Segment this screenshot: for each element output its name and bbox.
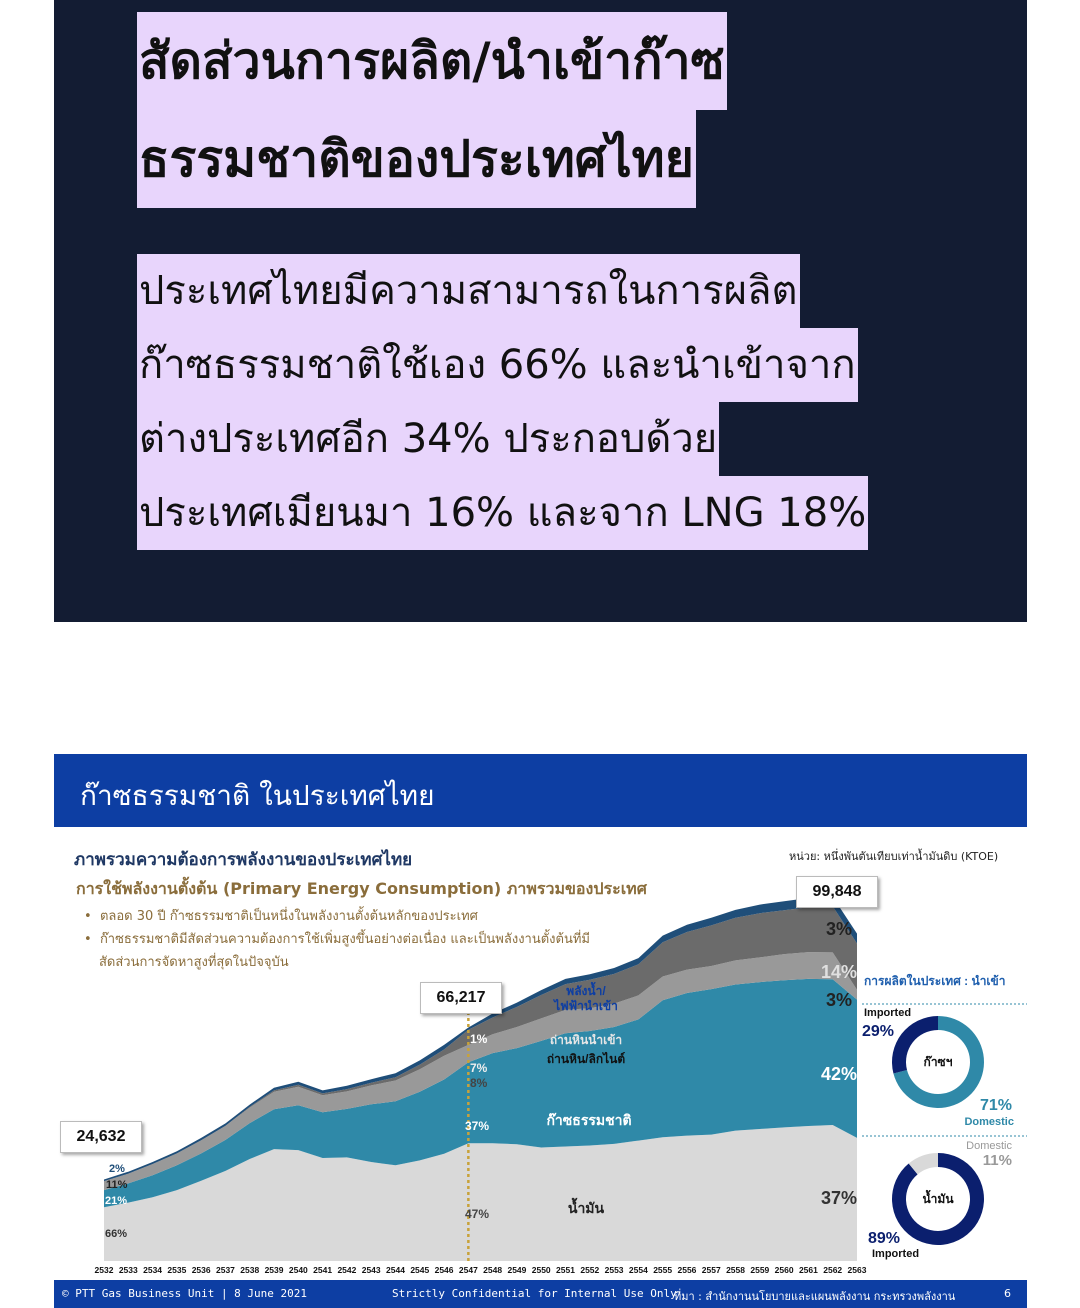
share-2547-coal: 8% <box>470 1076 488 1090</box>
share-2563-coal-import: 14% <box>820 962 857 982</box>
footer-left: © PTT Gas Business Unit | 8 June 2021 <box>62 1287 308 1300</box>
x-tick-label: 2553 <box>604 1265 624 1275</box>
x-tick-label: 2545 <box>410 1265 430 1275</box>
bullet-1-text: ตลอด 30 ปี ก๊าซธรรมชาติเป็นหนึ่งในพลังงานตั้งต้นหลักของประเทศ <box>99 909 478 924</box>
area-label-coal: ถ่านหิน/ลิกไนต์ <box>546 1052 626 1066</box>
x-tick-label: 2562 <box>823 1265 843 1275</box>
hero-body-line-4: ประเทศเมียนมา 16% และจาก LNG 18% <box>137 476 868 550</box>
x-tick-label: 2544 <box>386 1265 405 1275</box>
oil-donut <box>892 1153 984 1245</box>
x-tick-label: 2533 <box>118 1265 138 1275</box>
x-tick-label: 2554 <box>628 1265 648 1275</box>
share-2563-coal: 3% <box>825 990 852 1010</box>
gas-donut-center-label: ก๊าซฯ <box>923 1055 953 1069</box>
area-label-hydro: พลังน้ำ/ <box>566 984 606 998</box>
hero-body-line-3: ต่างประเทศอีก 34% ประกอบด้วย <box>137 402 719 476</box>
x-tick-label: 2548 <box>483 1265 503 1275</box>
share-2547-gas: 37% <box>465 1119 490 1133</box>
area-label-gas: ก๊าซธรรมชาติ <box>546 1112 632 1128</box>
gas-imported-label: Imported <box>864 1007 912 1019</box>
share-2532-coal: 11% <box>106 1179 128 1191</box>
callout-2563: 99,848 <box>796 876 878 908</box>
area-label-oil: น้ำมัน <box>567 1200 605 1216</box>
slide-header-title: ก๊าซธรรมชาติ ในประเทศไทย <box>80 779 435 812</box>
x-tick-label: 2535 <box>167 1265 187 1275</box>
x-tick-label: 2550 <box>531 1265 551 1275</box>
bullet-2-text: ก๊าซธรรมชาติมีสัดส่วนความต้องการใช้เพิ่มสูงขึ้นอย่างต่อเนื่อง และเป็นพลังงานตั้งต้นที่มี <box>99 932 590 947</box>
x-tick-label: 2556 <box>677 1265 697 1275</box>
share-2547-oil: 47% <box>465 1207 490 1221</box>
x-tick-label: 2558 <box>726 1265 746 1275</box>
x-tick-label: 2537 <box>215 1265 235 1275</box>
oil-imported-value: 89% <box>868 1230 901 1247</box>
callout-2547: 66,217 <box>420 982 502 1014</box>
x-tick-label: 2542 <box>337 1265 357 1275</box>
x-tick-label: 2555 <box>653 1265 673 1275</box>
pie-heading: การผลิตในประเทศ : นำเข้า <box>864 974 1006 988</box>
x-tick-label: 2551 <box>556 1265 575 1275</box>
share-2532-oil: 66% <box>105 1228 128 1240</box>
oil-domestic-value: 11% <box>982 1152 1012 1169</box>
gas-domestic-label: Domestic <box>964 1116 1014 1128</box>
hero-title-line-1: สัดส่วนการผลิต/นำเข้าก๊าซ <box>137 12 727 110</box>
pie-charts <box>54 754 1027 1280</box>
x-tick-label: 2549 <box>507 1265 527 1275</box>
unit-label: หน่วย: หนึ่งพันตันเทียบเท่าน้ำมันดิบ (KTOE) <box>789 850 999 863</box>
area-label-coal-import: ถ่านหินนำเข้า <box>549 1033 623 1047</box>
oil-domestic-label: Domestic <box>966 1140 1012 1152</box>
bullet-2-continued: สัดส่วนการจัดหาสูงที่สุดในปัจจุบัน <box>99 955 289 970</box>
bullet-2: • ก๊าซธรรมชาติมีสัดส่วนความต้องการใช้เพิ่มสูงขึ้นอย่างต่อเนื่อง และเป็นพลังงานตั้งต้นที่มี <box>84 932 590 947</box>
hero-title-line-2: ธรรมชาติของประเทศไทย <box>137 110 696 208</box>
callout-2532: 24,632 <box>60 1121 142 1153</box>
share-2563-gas: 42% <box>820 1064 857 1084</box>
x-tick-label: 2561 <box>798 1265 818 1275</box>
hero-body-line-2: ก๊าซธรรมชาติใช้เอง 66% และนำเข้าจาก <box>137 328 858 402</box>
x-tick-label: 2559 <box>750 1265 770 1275</box>
x-tick-label: 2536 <box>191 1265 211 1275</box>
area-label-hydro-2: ไฟฟ้านำเข้า <box>554 999 618 1013</box>
section-title: การใช้พลังงานตั้งต้น (Primary Energy Consumption) ภาพรวมของประเทศ <box>76 879 647 898</box>
x-tick-label: 2538 <box>240 1265 260 1275</box>
gas-domestic-value: 71% <box>979 1097 1012 1114</box>
x-tick-label: 2543 <box>361 1265 381 1275</box>
x-tick-label: 2557 <box>701 1265 721 1275</box>
x-tick-label: 2532 <box>94 1265 114 1275</box>
x-tick-label: 2540 <box>288 1265 308 1275</box>
share-2563-hydro: 3% <box>825 919 852 939</box>
footer-confidential: Strictly Confidential for Internal Use Only <box>392 1287 677 1300</box>
bullet-1: • ตลอด 30 ปี ก๊าซธรรมชาติเป็นหนึ่งในพลังงานตั้งต้นหลักของประเทศ <box>84 909 478 924</box>
x-tick-label: 2541 <box>313 1265 333 1275</box>
x-tick-label: 2534 <box>143 1265 163 1275</box>
x-tick-label: 2546 <box>434 1265 454 1275</box>
hero-panel <box>54 0 1027 622</box>
share-2547-hydro: 1% <box>470 1032 488 1046</box>
hero-body-line-1: ประเทศไทยมีความสามารถในการผลิต <box>137 254 800 328</box>
footer-page: 6 <box>1004 1287 1011 1300</box>
share-2547-coal-import: 7% <box>470 1061 488 1075</box>
gas-donut <box>892 1016 984 1108</box>
x-tick-label: 2539 <box>264 1265 284 1275</box>
gas-imported-value: 29% <box>862 1023 895 1040</box>
x-tick-label: 2560 <box>774 1265 794 1275</box>
slide-subtitle: ภาพรวมความต้องการพลังงานของประเทศไทย <box>74 850 413 870</box>
footer-source: ที่มา : สำนักงานนโยบายและแผนพลังงาน กระทรวงพลังงาน <box>674 1290 956 1303</box>
oil-donut-center-label: น้ำมัน <box>922 1192 954 1206</box>
slide-image <box>54 754 1027 1308</box>
x-tick-label: 2563 <box>847 1265 867 1275</box>
oil-imported-label: Imported <box>872 1248 920 1260</box>
share-2532-hydro: 2% <box>109 1163 125 1175</box>
x-tick-label: 2547 <box>458 1265 478 1275</box>
share-2532-gas: 21% <box>105 1195 128 1207</box>
slide-footer <box>54 1280 1027 1308</box>
x-tick-label: 2552 <box>580 1265 600 1275</box>
share-2563-oil: 37% <box>820 1188 857 1208</box>
